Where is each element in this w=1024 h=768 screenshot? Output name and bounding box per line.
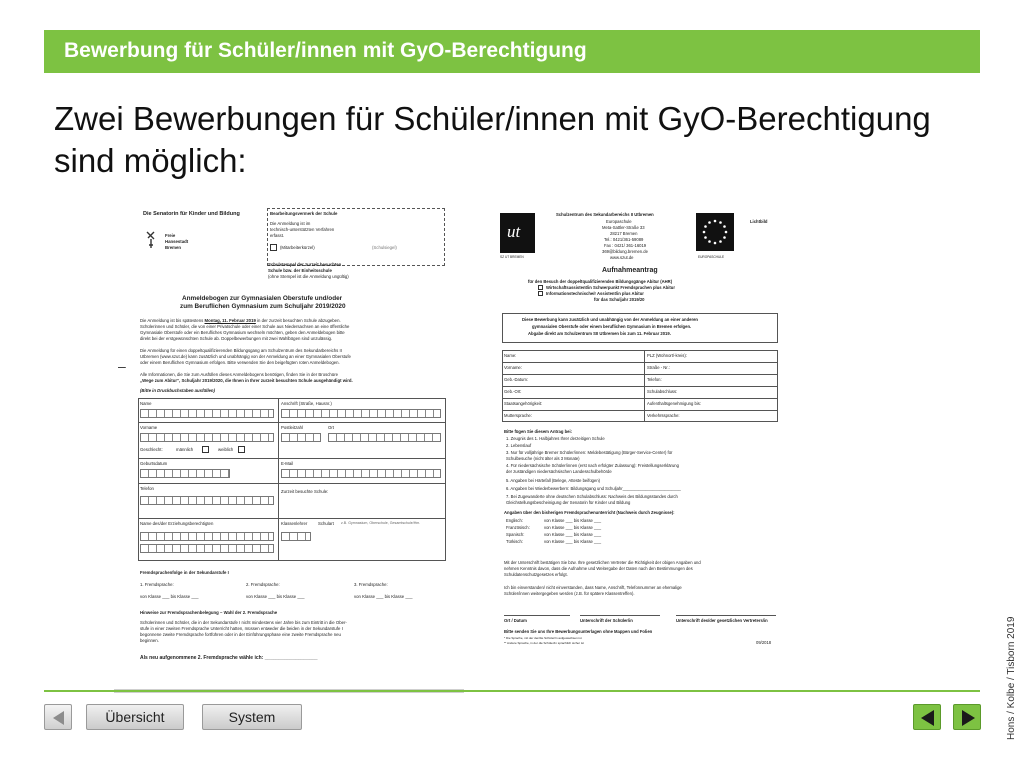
doc2-header-7: 369@bildung.bremen.de <box>602 249 648 254</box>
doc2-row1-right: PLZ (Wohnort/-kreis): <box>647 353 687 358</box>
doc2-version: 09/2018 <box>756 640 772 645</box>
doc2-row1-left: Name: <box>504 353 517 358</box>
doc1-stamp-label: (Schulsiegel) <box>372 245 397 250</box>
heading-line-2: sind möglich: <box>54 142 247 179</box>
doc2-lang-fr-range: von Klasse ___ bis Klasse ___ <box>544 525 602 530</box>
doc1-lang-range-2: von Klasse ___ bis Klasse ___ <box>246 594 305 599</box>
doc2-row6-right: Verkehrssprache: <box>647 413 680 418</box>
doc1-p2c: oder einem Beruflichen Gymnasium erfolgen. Bitte verwenden Sie den beigefügten roten Anmeldebogen. <box>140 360 340 365</box>
slide-title: Bewerbung für Schüler/innen mit GyO-Berechtigung <box>64 39 587 62</box>
doc1-title-2: zum Beruflichen Gymnasium zum Schuljahr 2019/2020 <box>180 303 346 310</box>
doc2-title: Aufnahmeantrag <box>602 267 658 274</box>
doc1-senator: Die Senatorin für Kinder und Bildung <box>143 211 240 217</box>
next-slide-button[interactable] <box>953 704 981 730</box>
doc1-hint-3: begonnene zweite Fremdsprache fortführen oder in der Einführungsphase eine zweite Fremdsprache neu <box>140 632 341 637</box>
doc2-decl-3: Schuldatenschutzgesetzes erfolgt. <box>504 572 568 577</box>
doc2-attach-4: 4. Für niedersächsische Schüler/innen (erst nach erfolgter Zulassung): Freistellungserklärung <box>506 463 679 468</box>
doc2-row5-right: Aufenthaltsgenehmigung bis: <box>647 401 702 406</box>
doc2-row2-left: Vorname: <box>504 365 522 370</box>
doc2-attach-7: 7. Bei Zugewanderte ohne deutschen Schulabschluss: Nachweis des Bildungsstandes durch <box>506 494 678 499</box>
doc1-city-2: Hansestadt <box>165 239 189 244</box>
title-bar <box>44 30 980 73</box>
doc1-school-box-text2: technisch-unterstützten Verfahren <box>270 227 335 232</box>
doc1-school-box-text1: Die Anmeldung ist im <box>270 221 311 226</box>
doc1-p1b: in der zurzeit besuchten Schule abzugeben. <box>257 318 341 323</box>
doc2-note-2: gymnasialen Oberstufe oder einem beruflichen Gymnasium in Bremen erfolgen. <box>532 324 692 329</box>
doc2-row3-left: Geb.-Datum: <box>504 377 528 382</box>
dash-marker: – <box>118 358 126 374</box>
main-heading <box>54 98 974 182</box>
doc2-attach-7b: Gleichstellungsbescheinigung der Senatorin für Kinder und Bildung <box>506 500 631 505</box>
doc1-choice: Als neu aufgenommene 2. Fremdsprache wähle ich: ___________________ <box>140 655 318 661</box>
doc1-lang-title: Fremdsprachenfolge in der Sekundarstufe I <box>140 570 229 575</box>
doc1-lang-range-1: von Klasse ___ bis Klasse ___ <box>140 594 199 599</box>
doc2-header-2: Europaschule <box>606 219 632 224</box>
doc2-row5-left: Staatsangehörigkeit: <box>504 401 543 406</box>
doc2-lang-en: Englisch: <box>506 518 523 523</box>
doc2-note-3: Abgabe direkt am Schulzentrum SII Utbremen bis zum 11. Februar 2019. <box>528 331 671 336</box>
triangle-right-icon <box>954 705 982 731</box>
doc1-field-email: E-Mail <box>281 461 294 466</box>
doc1-p1e: direkt bei der erstgewünschten Schule ab. Doppelbewerbungen mit zwei Wahlbögen sind unzulässig. <box>140 336 333 341</box>
doc2-row3-right: Telefon: <box>647 377 662 382</box>
doc2-row2-right: Straße - Nr.: <box>647 365 670 370</box>
doc2-header-3: Meta-Sattler-Straße 33 <box>602 225 645 230</box>
doc1-p3b: „Wege zum Abitur“, Schuljahr 2019/2020, die Ihnen in Ihrer zurzeit besuchten Schule ausgehändigt wird. <box>140 378 353 383</box>
doc2-attach-title: Bitte fügen Sie diesem Antrag bei: <box>504 429 573 434</box>
doc2-lang-es-range: von Klasse ___ bis Klasse ___ <box>544 532 602 537</box>
doc1-field-geschlecht: Geschlecht: <box>140 447 163 452</box>
doc2-decl-5: Schüler/innen weitergegeben werden (z.B. für spätere Klassentreffen). <box>504 591 635 596</box>
doc2-row6-left: Muttersprache: <box>504 413 532 418</box>
doc1-p2b: Utbremen (www.szut.de) kann zusätzlich und unabhängig von der Anmeldung an einer Gymnasialen Oberstufe <box>140 354 351 359</box>
doc1-female-label: weiblich <box>218 447 234 452</box>
doc2-lang-tr: Türkisch: <box>506 539 523 544</box>
doc1-hint-2: stufe in einer zweiten Fremdsprache Unterricht hatten, müssen entweder die beiden in der Sekundarstufe I <box>140 626 343 631</box>
doc1-field-erziehung: Name des/der Erziehungsberechtigten <box>140 521 214 526</box>
doc2-lang-es: Spanisch: <box>506 532 525 537</box>
author-credit: Hons / Kolbe / Tisborn 2019 <box>1006 616 1017 740</box>
anmeldebogen-document <box>136 200 449 670</box>
doc2-attach-6: 6. Angaben bei Wiederbewerbern: Bildungsgang und Schuljahr_________________________ <box>506 486 681 491</box>
doc2-opt-1: Wirtschaftsassistent/in Schwerpunkt Fremdsprachen plus Abitur <box>546 285 675 290</box>
doc1-field-name: Name <box>140 401 152 406</box>
footer-divider <box>44 690 980 692</box>
doc1-deadline: Montag, 11. Februar 2019 <box>204 318 256 323</box>
doc1-school-stamp1: Schulstempel der zurzeit besuchten <box>268 262 342 267</box>
doc2-opt1-checkbox[interactable] <box>538 285 543 290</box>
doc1-field-vorname: Vorname <box>140 425 158 430</box>
doc1-field-zurzeit: Zurzeit besuchte Schule: <box>281 489 329 494</box>
doc2-header-5: Tel.: 0421/361-59089 <box>604 237 644 242</box>
doc2-lang-tr-range: von Klasse ___ bis Klasse ___ <box>544 539 602 544</box>
doc2-opt2-checkbox[interactable] <box>538 291 543 296</box>
doc2-note-1: Diese Bewerbung kann zusätzlich und unabhängig von der Anmeldung an einer anderen <box>522 317 698 322</box>
doc1-female-checkbox[interactable] <box>238 446 245 453</box>
doc2-photo-label: Lichtbild <box>750 219 768 224</box>
doc1-male-checkbox[interactable] <box>202 446 209 453</box>
doc2-lang-title: Angaben über den bisherigen Fremdsprachenunterricht (Nachweis durch Zeugnisse): <box>504 510 675 515</box>
doc1-male-label: männlich <box>176 447 194 452</box>
doc2-footnote-2: ** Andere Sprache, in der die Schüler/in sprachlich sicher ist <box>504 641 584 645</box>
doc2-footnote-1: * Die Sprache, mit der der/die Schüler/in aufgewachsen ist <box>504 636 582 640</box>
previous-slide-button[interactable] <box>913 704 941 730</box>
doc2-attach-5: 5. Angaben bei Härtefall (Belege, Atteste beifügen) <box>506 478 601 483</box>
doc2-sig-date: Ort / Datum <box>504 618 527 623</box>
doc2-eu-caption: EUROPASCHULE <box>698 255 725 259</box>
heading-line-1: Zwei Bewerbungen für Schüler/innen mit GyO-Berechtigung <box>54 100 931 137</box>
doc2-sub-1: für den Besuch der doppeltqualifizierenden Bildungsgänge Abitur (AHR) <box>528 279 673 284</box>
doc2-header-4: 28217 Bremen <box>610 231 638 236</box>
doc1-lang-3: 3. Fremdsprache: <box>354 582 388 587</box>
doc1-school-box-initials: (Mitarbeiterkürzel) <box>280 245 315 250</box>
doc2-header-8: www.szut.de <box>610 255 634 260</box>
doc1-field-schulart: Schulart <box>318 521 334 526</box>
doc2-opt-2: Informationstechnische/r Assistent/in plus Abitur <box>546 291 644 296</box>
doc2-footer-note: Bitte senden Sie uns Ihre Bewerbungsunterlagen ohne Mappen und Folien <box>504 629 653 634</box>
doc1-p2a: Die Anmeldung für einen doppeltqualifizierenden Bildungsgang am Schulzentrum des Sekundarbereichs II <box>140 348 342 353</box>
doc1-field-anschrift: Anschrift (Straße, Hausnr.) <box>281 401 332 406</box>
doc1-field-klasse: Klassenlehrer <box>281 521 308 526</box>
doc1-p1d: Gymnasiale Oberstufe oder ein Berufliches Gymnasium wechseln möchten, geben den Anmeldebogen bitte <box>140 330 345 335</box>
doc2-decl-4: Ich bin einverstanden/ nicht einverstanden, dass Name, Anschrift, Telefonnummer an ehemalige <box>504 585 682 590</box>
doc1-field-schulart-options: z.B. Gymnasium, Oberschule, Gesamtschule/Hm. <box>341 521 421 525</box>
doc1-field-plz: Postleitzahl <box>281 425 303 430</box>
overview-button[interactable]: Übersicht <box>86 704 184 730</box>
doc1-p1c: Schülerinnen und Schüler, die von einer Privatschule oder einer Schule aus Niedersachsen an eine öffentliche <box>140 324 350 329</box>
doc2-attach-3b: Schulbesuche (nicht älter als 3 Monate) <box>506 456 580 461</box>
doc2-sub-2: für das Schuljahr 2019/20 <box>594 297 645 302</box>
doc2-sig-student: Unterschrift der Schüler/in <box>580 618 633 623</box>
doc2-decl-2: nehmen Kenntnis davon, dass die Aufnahme und Weitergabe der Daten nach den Bestimmungen des <box>504 566 693 571</box>
doc2-row4-right: Schulabschluss: <box>647 389 678 394</box>
doc1-school-stamp2: Schule bzw. der Einheitsschule <box>268 268 332 273</box>
doc1-lang-range-3: von Klasse ___ bis Klasse ___ <box>354 594 413 599</box>
doc2-attach-4b: der zuständigen niedersächsischen Landesschulbehörde <box>506 469 612 474</box>
doc1-lang-2: 2. Fremdsprache: <box>246 582 280 587</box>
doc2-lang-en-range: von Klasse ___ bis Klasse ___ <box>544 518 602 523</box>
doc2-logo-caption: SZ UT BREMEN <box>500 255 524 259</box>
doc1-field-ort: Ort <box>328 425 334 430</box>
doc1-fill-note: (Bitte in Druckbuchstaben ausfüllen) <box>140 388 215 393</box>
doc2-header-1: Schulzentrum des Sekundarbereichs II Utbremen <box>556 212 654 217</box>
back-button[interactable] <box>44 704 72 730</box>
doc1-hint-4: beginnen. <box>140 638 159 643</box>
doc2-attach-1: 1. Zeugnis des 1. Halbjahres Ihrer derzeitigen Schule <box>506 436 605 441</box>
doc2-row4-left: Geb.-Ort: <box>504 389 522 394</box>
doc1-box-check <box>270 244 277 251</box>
doc1-field-telefon: Telefon <box>140 486 154 491</box>
triangle-left-icon <box>914 705 942 731</box>
doc1-lang-1: 1. Fremdsprache: <box>140 582 174 587</box>
doc2-header-6: Fax : 0421/ 361-16019 <box>604 243 647 248</box>
sz-ut-logo: ut <box>500 213 535 253</box>
doc1-title-1: Anmeldebogen zur Gymnasialen Oberstufe und/oder <box>182 295 343 302</box>
doc1-school-box-title: Bearbeitungsvermerk der Schule <box>270 211 338 216</box>
triangle-left-icon <box>45 705 73 731</box>
bremen-key-icon <box>144 230 158 250</box>
doc2-attach-2: 2. Lebenslauf <box>506 443 532 448</box>
doc1-hint-1: Schülerinnen und Schüler, die in der Sekundarstufe I nicht mindestens vier Jahre bis zum Eintritt in die Ober- <box>140 620 347 625</box>
doc1-p1a: Die Anmeldung ist bis spätestens <box>140 318 204 323</box>
system-button[interactable]: System <box>202 704 302 730</box>
doc1-hint-title: Hinweise zur Fremdsprachenbelegung – Wahl der 2. Fremdsprache <box>140 610 278 615</box>
doc2-lang-fr: Französisch: <box>506 525 530 530</box>
aufnahmeantrag-document <box>498 205 781 650</box>
doc2-decl-1: Mit der Unterschrift bestätigen Sie bzw. Ihre gesetzlichen Vertreter die Richtigkeit der obigen Angaben und <box>504 560 701 565</box>
doc1-city-3: Bremen <box>165 245 182 250</box>
doc2-attach-3: 3. Nur für volljährige Bremer Schüler/innen: Meldebestätigung (Bürger-Service-Center) für <box>506 450 673 455</box>
doc1-school-box-text3: erfasst. <box>270 233 285 238</box>
doc1-p3a: Alle Informationen, die Sie zum Ausfüllen dieses Anmeldebogens benötigen, finden Sie in der Broschüre <box>140 372 339 377</box>
europaschule-logo <box>696 213 734 251</box>
doc1-city-1: Freie <box>165 233 176 238</box>
doc2-sig-guardian: Unterschrift des/der gesetzlichen Vertreters/in <box>676 618 768 623</box>
doc1-field-geburtsdatum: Geburtsdatum <box>140 461 168 466</box>
doc1-school-box <box>267 208 445 266</box>
doc1-school-stamp3: (ohne Stempel ist die Anmeldung ungültig) <box>268 274 349 279</box>
